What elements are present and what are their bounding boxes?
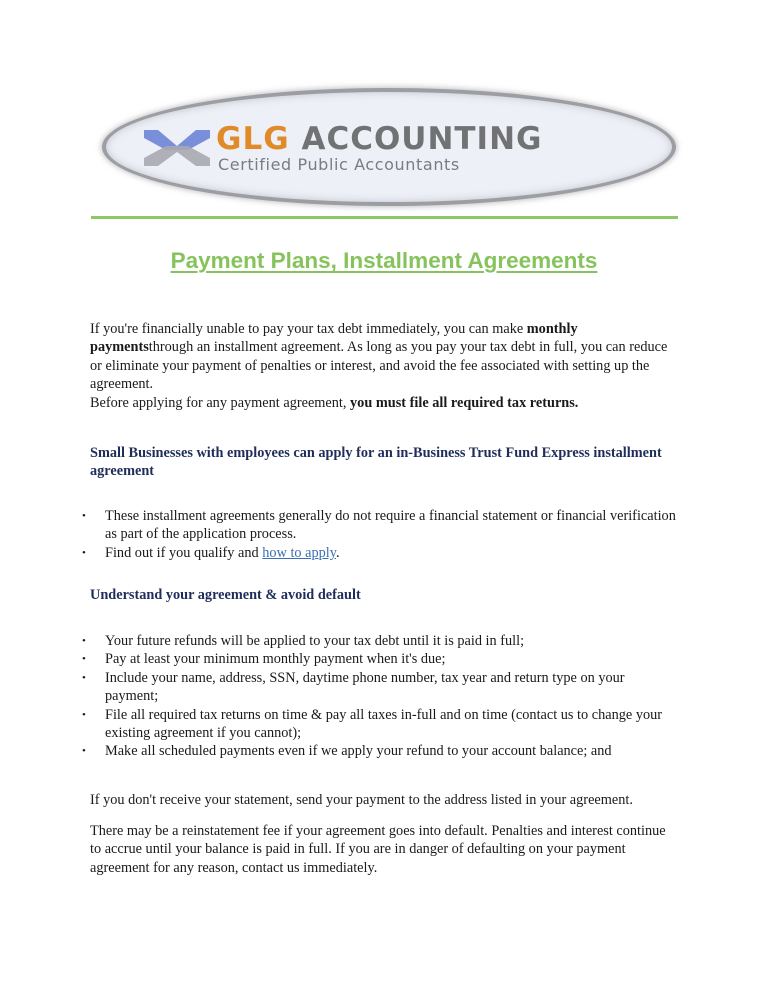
closing-paragraph-reinstatement: There may be a reinstatement fee if your agreement goes into default. Penalties and interest continue to accrue until your balance is paid in full. If you are in danger of defaulting on your payment agreement for any reason, contact us immediately. [90,823,666,876]
intro-text: If you're financially unable to pay your tax debt immediately, you can make [90,321,527,337]
bullet-icon: • [82,745,86,758]
how-to-apply-link[interactable]: how to apply [262,544,336,561]
list-item-text: Pay at least your minimum monthly payment when it's due; [105,651,446,668]
intro-text-cont: through an installment agreement. As long as you pay your tax debt in full, you can reduce or eliminate your payment of penalties or interest, and avoid the fee associated with setting up the agreement. [90,339,668,393]
intro-before-applying: Before applying for any payment agreement, [90,394,351,411]
section-heading-avoid-default: Understand your agreement & avoid default [90,587,361,603]
bullet-icon: • [82,546,86,559]
bullet-icon: • [82,708,86,721]
intro-paragraph [90,320,680,412]
bullet-icon: • [82,510,86,522]
logo-brand-secondary: ACCOUNTING [301,121,543,157]
company-logo [106,92,672,202]
list-item-text: Find out if you qualify and [105,544,263,561]
intro-bold-file-returns: you must file all required tax returns. [350,394,579,411]
list-item [0,507,680,544]
list-item-text: File all required tax returns on time & pay all taxes in-full and on time (contact us to change your existing agreement if you cannot); [105,706,663,742]
bullet-icon: • [82,671,86,684]
list-item-suffix: . [336,544,340,561]
logo-brand-primary: GLG [216,121,290,157]
list-item-text: Your future refunds will be applied to your tax debt until it is paid in full; [105,633,525,649]
logo-text [216,122,543,174]
intro-bold-monthly-payments: monthly payments [90,321,578,356]
logo-x-mark-icon [144,126,210,170]
logo-brand-name [216,122,543,156]
list-item-text: Include your name, address, SSN, daytime phone number, tax year and return type on your payment; [105,669,625,705]
list-item-text: These installment agreements generally do not require a financial statement or financial verification as part of the application process. [105,508,676,543]
section-heading-small-businesses: Small Businesses with employees can apply for an in-Business Trust Fund Express installment agreement [90,445,662,480]
list-item [0,669,680,706]
page-title: Payment Plans, Installment Agreements [170,248,598,273]
list-item [0,706,680,743]
list-item [0,742,680,760]
agreement-bullet-list [0,632,680,761]
small-business-bullet-list [0,507,680,562]
list-item [0,650,680,668]
list-item [0,632,680,650]
header-divider [91,216,678,219]
list-item [0,544,680,562]
bullet-icon: • [82,653,86,666]
list-item-text: Make all scheduled payments even if we apply your refund to your account balance; and [105,743,612,760]
bullet-icon: • [82,635,86,647]
logo-tagline: Certified Public Accountants [218,155,460,174]
closing-paragraph-statement: If you don't receive your statement, send your payment to the address listed in your agreement. [90,792,633,808]
